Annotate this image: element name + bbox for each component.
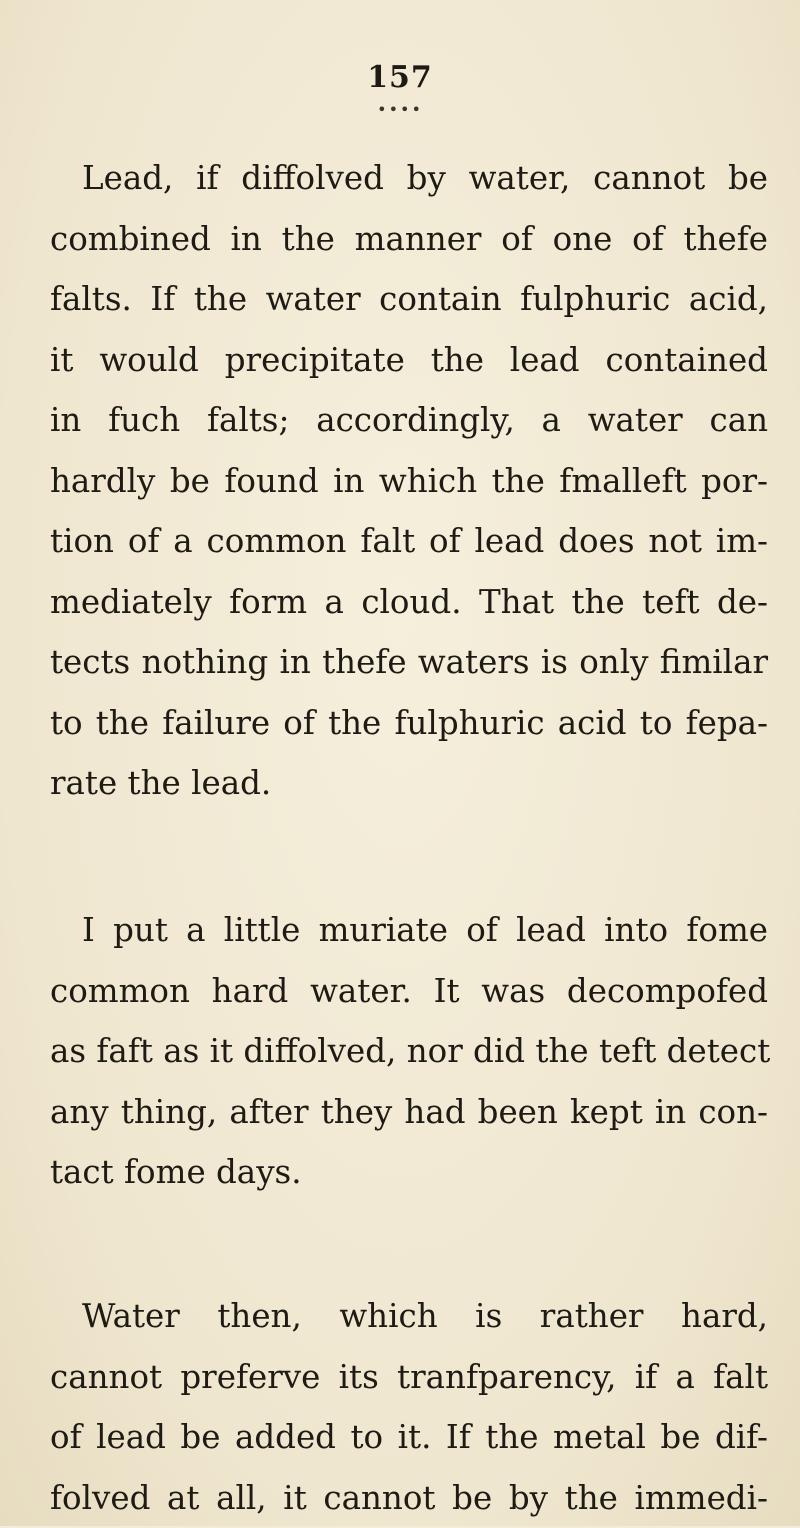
text-line: cannot preferve its tranfparency, if a falt [50,1347,768,1408]
text-line: any thing, after they had been kept in con- [50,1082,768,1143]
text-line: mediately form a cloud. That the teft de- [50,572,768,633]
text-line: it would precipitate the lead contained [50,330,768,391]
text-line: Water then, which is rather hard, [50,1286,768,1347]
page-number: 157 [0,60,800,95]
text-line: Lead, if diffolved by water, cannot be [50,148,768,209]
text-line: in fuch falts; accordingly, a water can [50,390,768,451]
paragraph-1 [50,148,768,814]
text-line: common hard water. It was decompofed [50,961,768,1022]
text-line: folved at all, it cannot be by the immedi- [50,1468,768,1528]
text-line: to the failure of the fulphuric acid to fepa- [50,693,768,754]
paragraph-3 [50,1286,768,1528]
text-line: I put a little muriate of lead into fome [50,900,768,961]
paragraph-2 [50,900,768,1203]
signature-mark: •••• [0,100,800,119]
text-line: tion of a common falt of lead does not im- [50,511,768,572]
text-line: as faft as it diffolved, nor did the teft detect [50,1021,768,1082]
text-line: falts. If the water contain fulphuric acid, [50,269,768,330]
text-line: hardly be found in which the fmalleft por- [50,451,768,512]
text-line: combined in the manner of one of thefe [50,209,768,270]
text-line: rate the lead. [50,753,768,814]
text-line: of lead be added to it. If the metal be dif- [50,1407,768,1468]
text-line: tact fome days. [50,1142,768,1203]
text-line: tects nothing in thefe waters is only fimilar [50,632,768,693]
